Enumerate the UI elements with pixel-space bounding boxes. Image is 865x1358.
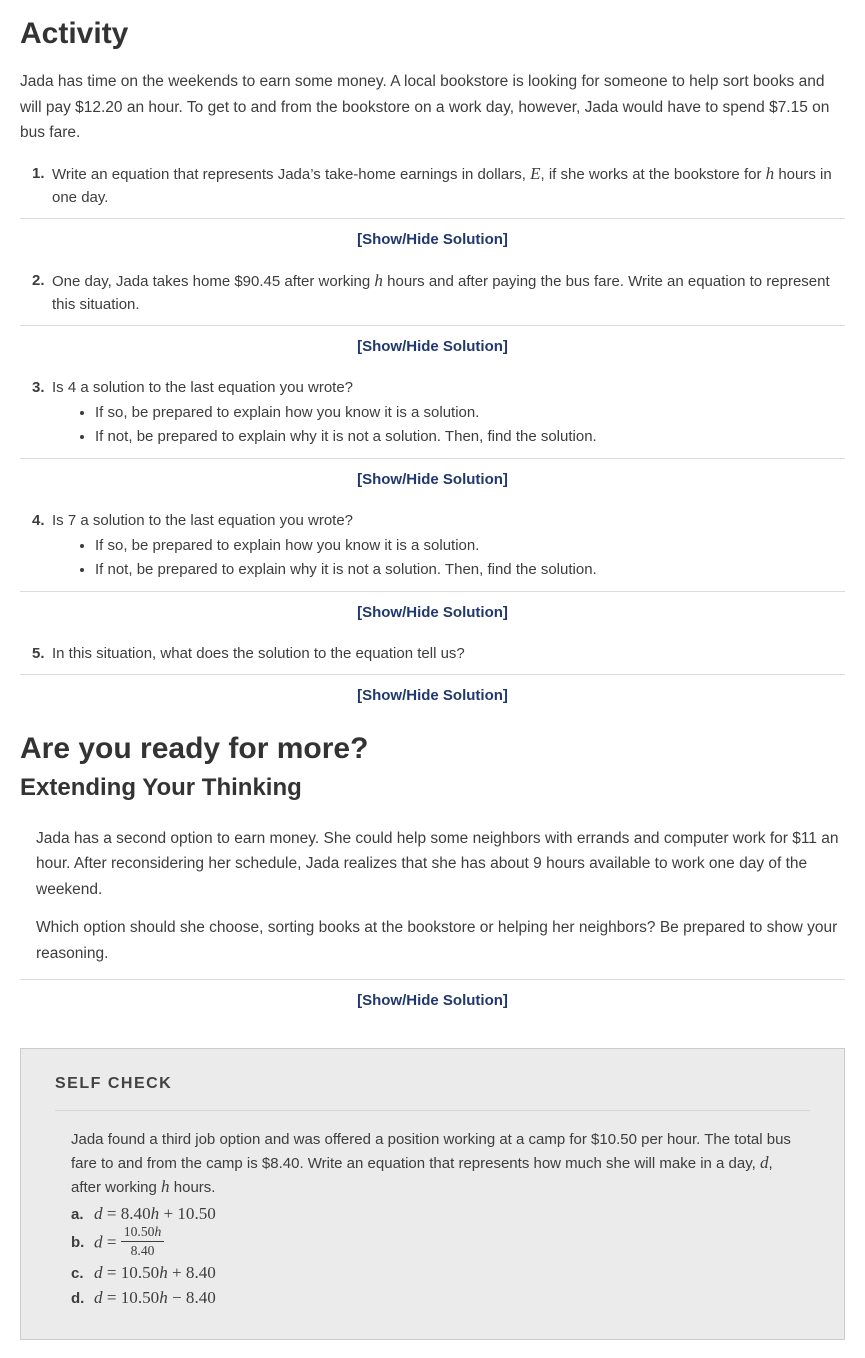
question-3-stem: Is 4 a solution to the last equation you wrote?: [52, 378, 354, 396]
question-1: [20, 162, 845, 209]
show-hide-solution-link-4[interactable]: [Show/Hide Solution]: [357, 603, 508, 621]
math-var-d: d: [94, 1262, 103, 1282]
math-coefficient: 10.50: [123, 1224, 155, 1239]
math-var-h: h: [159, 1287, 168, 1307]
math-var-h: h: [159, 1262, 168, 1282]
answer-option-c: [71, 1261, 810, 1285]
math-var-d: d: [94, 1287, 103, 1307]
answer-option-a: [71, 1202, 810, 1226]
question-4-stem: Is 7 a solution to the last equation you wrote?: [52, 511, 354, 529]
answer-option-c-label: c.: [71, 1264, 84, 1282]
divider: [55, 1110, 810, 1111]
question-4: [20, 509, 845, 582]
math-var-h: h: [150, 1204, 160, 1223]
self-check-question-segment: Jada found a third job option and was offered a position working at a camp for $10.50 per hour. The total bus fare to and from the camp is $8.40. Write an equation that represents how much she will make in a day,: [71, 1131, 791, 1172]
self-check-question-segment: hours.: [169, 1179, 216, 1196]
activity-intro: Jada has time on the weekends to earn some money. A local bookstore is looking for someone to help sort books and will pay $12.20 an hour. To get to and from the bookstore on a work day, however, Jada would have to spend $7.15 on bus fare.: [20, 73, 830, 141]
math-var-h: h: [154, 1224, 162, 1239]
question-1-segment: , if she works at the bookstore for: [540, 165, 766, 183]
bullet-item: • If so, be prepared to explain how you know it is a solution.: [95, 401, 841, 424]
question-4-text: [52, 509, 845, 582]
equals-sign: =: [102, 1204, 121, 1223]
self-check-title: SELF CHECK: [55, 1075, 173, 1092]
self-check-question: [71, 1128, 793, 1199]
ready-for-more-paragraph-1: Jada has a second option to earn money. She could help some neighbors with errands and computer work for $11 an hour. After reconsidering her schedule, Jada realizes that she has about 9 hours available to work one day of the weekend.: [36, 829, 839, 898]
math-var-d: d: [94, 1204, 103, 1223]
activity-title: Activity: [20, 17, 129, 50]
answer-option-d: [71, 1286, 810, 1310]
show-hide-solution-link-5[interactable]: [Show/Hide Solution]: [357, 686, 508, 704]
question-4-number: 4.: [32, 511, 45, 529]
solution-toggle-row-5: [20, 675, 845, 711]
fraction-denominator: 8.40: [130, 1243, 155, 1259]
question-3: [20, 376, 845, 449]
question-3-text: [52, 376, 845, 449]
question-5-text: [52, 642, 845, 665]
bullet-item: • If not, be prepared to explain why it is not a solution. Then, find the solution.: [95, 425, 841, 448]
question-2-segment: One day, Jada takes home $90.45 after working: [52, 272, 375, 290]
ready-for-more-title: Are you ready for more?: [20, 731, 369, 765]
equals-sign: =: [102, 1262, 121, 1282]
answer-option-b-equation: [94, 1224, 810, 1260]
question-3-number: 3.: [32, 378, 45, 396]
math-var-h: h: [374, 270, 383, 290]
answer-option-d-equation: [94, 1286, 810, 1310]
question-2: [20, 269, 845, 316]
question-1-segment: Write an equation that represents Jada’s take-home earnings in dollars,: [52, 165, 531, 183]
question-1-text: [52, 162, 845, 209]
self-check-question-segment: , after working: [71, 1155, 773, 1196]
question-5: [20, 642, 845, 665]
answer-option-b-label: b.: [71, 1234, 85, 1252]
ready-for-more-body: [36, 826, 845, 967]
math-var-d: d: [94, 1232, 103, 1252]
question-2-text: [52, 269, 845, 316]
math-constant: − 8.40: [167, 1287, 216, 1307]
question-2-segment: hours and after paying the bus fare. Write an equation to represent this situation.: [52, 272, 830, 313]
show-hide-solution-link-1[interactable]: [Show/Hide Solution]: [357, 230, 508, 248]
solution-toggle-row-6: [20, 980, 845, 1016]
solution-toggle-row-1: [20, 219, 845, 255]
question-5-stem: In this situation, what does the solution to the equation tell us?: [52, 644, 465, 662]
show-hide-solution-link-3[interactable]: [Show/Hide Solution]: [357, 470, 508, 488]
bullet-item: • If not, be prepared to explain why it is not a solution. Then, find the solution.: [95, 558, 841, 581]
math-coefficient: 10.50: [120, 1287, 160, 1307]
show-hide-solution-link-6[interactable]: [Show/Hide Solution]: [357, 992, 508, 1009]
answer-option-a-equation: [94, 1202, 810, 1226]
show-hide-solution-link-2[interactable]: [Show/Hide Solution]: [357, 337, 508, 355]
self-check-card: [20, 1048, 845, 1340]
math-constant: + 10.50: [159, 1204, 216, 1223]
math-constant: + 8.40: [167, 1262, 216, 1282]
ready-for-more-paragraph-2: Which option should she choose, sorting books at the bookstore or helping her neighbors? Be prepared to show your reasoning.: [36, 919, 838, 962]
question-1-segment: hours in one day.: [52, 165, 832, 206]
math-var-h: h: [765, 163, 775, 183]
math-coefficient: 8.40: [120, 1204, 151, 1223]
answer-option-c-equation: [94, 1261, 810, 1285]
question-1-number: 1.: [32, 164, 45, 182]
equals-sign: =: [102, 1232, 121, 1252]
extending-your-thinking-subtitle: Extending Your Thinking: [20, 773, 302, 801]
question-3-bullets: [52, 401, 841, 448]
math-fraction: [121, 1224, 165, 1260]
answer-option-d-label: d.: [71, 1289, 85, 1307]
question-5-number: 5.: [32, 644, 45, 662]
math-var-d: d: [759, 1153, 769, 1172]
math-var-h: h: [161, 1177, 170, 1196]
solution-toggle-row-2: [20, 326, 845, 362]
question-4-bullets: [52, 534, 841, 581]
bullet-item: • If so, be prepared to explain how you know it is a solution.: [95, 534, 841, 557]
solution-toggle-row-3: [20, 459, 845, 495]
math-coefficient: 10.50: [120, 1262, 160, 1282]
equals-sign: =: [102, 1287, 121, 1307]
answer-option-b: [71, 1224, 810, 1260]
solution-toggle-row-4: [20, 592, 845, 628]
question-2-number: 2.: [32, 271, 45, 289]
answer-option-a-label: a.: [71, 1206, 84, 1223]
fraction-numerator: [121, 1224, 165, 1242]
math-var-E: E: [530, 163, 541, 183]
self-check-body: [71, 1128, 810, 1310]
